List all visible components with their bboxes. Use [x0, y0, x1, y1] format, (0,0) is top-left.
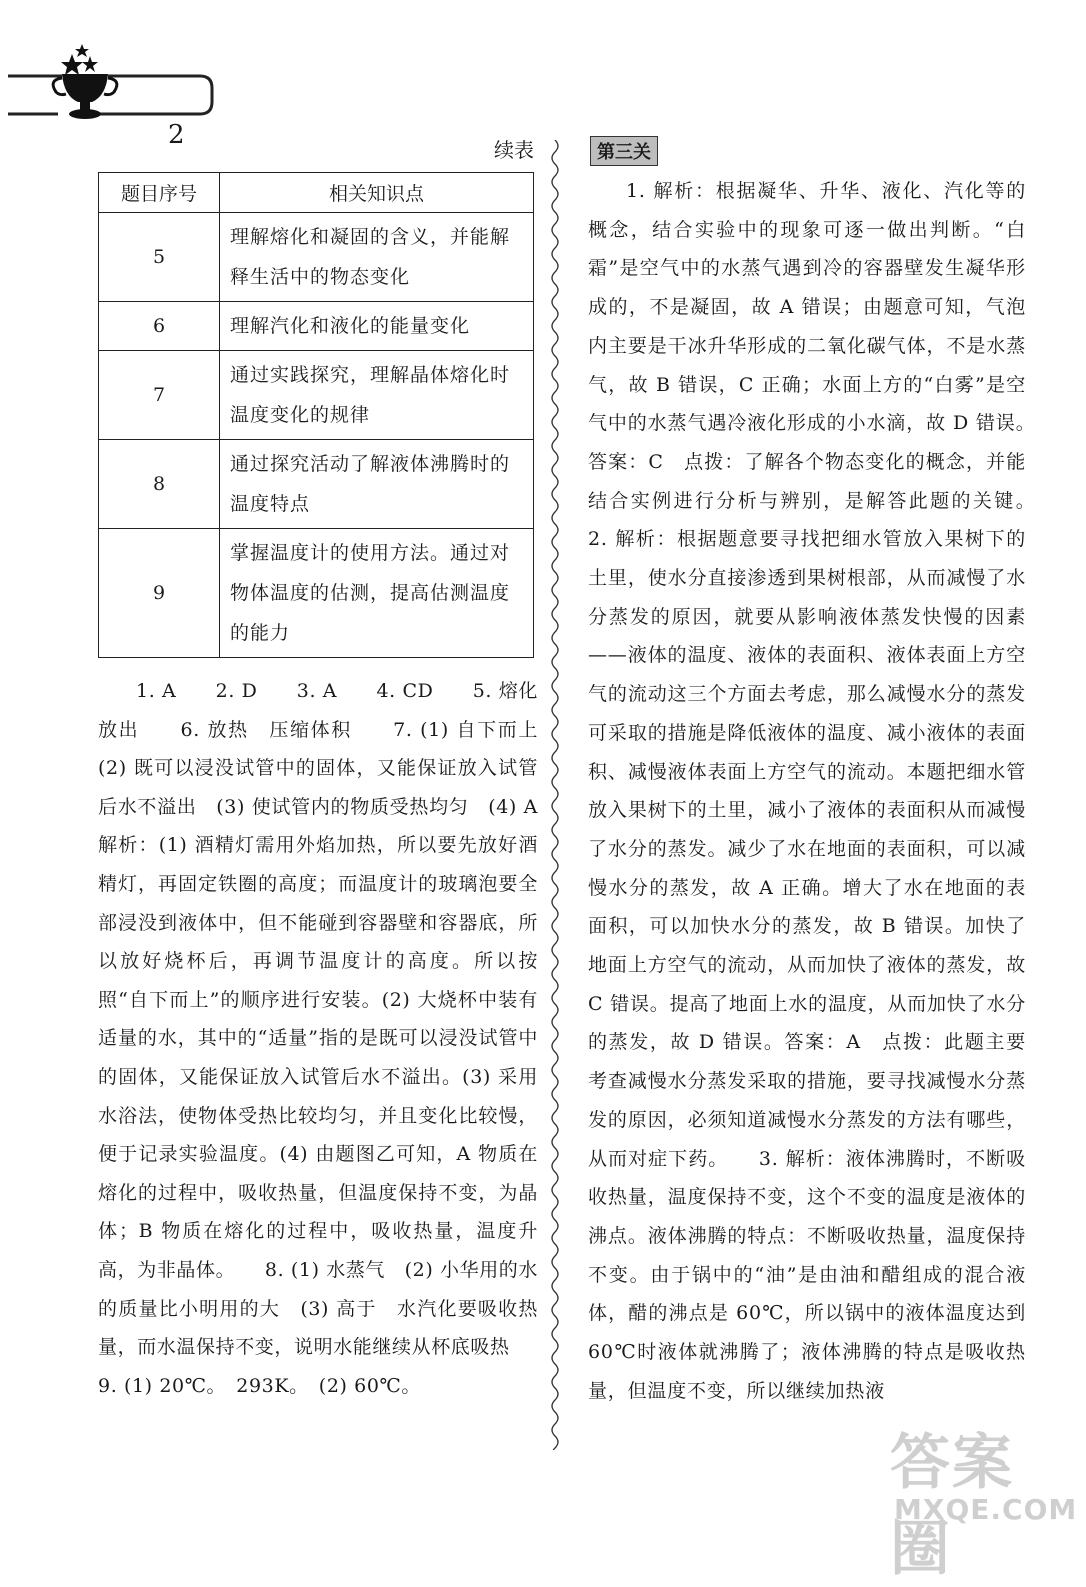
row-knowledge: 理解熔化和凝固的含义，并能解释生活中的物态变化 — [220, 213, 534, 302]
table-row — [99, 213, 534, 302]
row-number: 5 — [99, 213, 220, 302]
left-column — [98, 132, 578, 1405]
column-divider — [545, 140, 565, 1450]
table-row — [99, 302, 534, 351]
row-knowledge: 通过探究活动了解液体沸腾时的温度特点 — [220, 440, 534, 529]
column-header-knowledge: 相关知识点 — [220, 173, 534, 213]
row-knowledge: 理解汽化和液化的能量变化 — [220, 302, 534, 351]
table-row — [99, 440, 534, 529]
answers-paragraph: 1. A 2. D 3. A 4. CD 5. 熔化放出 6. 放热 压缩体积 7. (1) 自下而上 (2) 既可以浸没试管中的固体，又能保证放入试管后水不溢出 (3) 使试管内的物质受热均匀 (4) A 解析：(1) 酒精灯需用外焰加热，所以要先放好酒精灯，再固定铁圈的高度；而温度计的玻璃泡要全部浸没到液体中，但不能碰到容器壁和容器底，所以放好烧杯后，再调节温度计的高度。所以按照“自下而上”的顺序进行安装。(2) 大烧杯中装有适量的水，其中的“适量”指的是既可以浸没试管中的固体，又能保证放入试管后水不溢出。(3) 采用水浴法，使物体受热比较均匀，并且变化比较慢，便于记录实验温度。(4) 由题图乙可知，A 物质在熔化的过程中，吸收热量，但温度保持不变，为晶体；B 物质在熔化的过程中，吸收热量，温度升高，为非晶体。 8. (1) 水蒸气 (2) 小华用的水的质量比小明用的大 (3) 高于 水汽化要吸收热量，而水温保持不变，说明水能继续从杯底吸热 — [98, 680, 578, 1359]
table-continued-label: 续表 — [494, 138, 534, 162]
row-number: 9 — [99, 529, 220, 658]
answers-paragraph-9: 9. (1) 20℃。 293K。 (2) 60℃。 — [98, 1374, 421, 1397]
row-number: 7 — [99, 351, 220, 440]
watermark-logo — [890, 1415, 1078, 1584]
row-knowledge: 掌握温度计的使用方法。通过对物体温度的估测，提高估测温度的能力 — [220, 529, 534, 658]
table-row — [99, 351, 534, 440]
section-badge: 第三关 — [590, 136, 658, 166]
answers-text — [98, 672, 578, 1405]
section-text: 1. 解析：根据凝华、升华、液化、汽化等的概念，结合实验中的现象可逐一做出判断。“白霜”是空气中的水蒸气遇到冷的容器壁发生凝华形成的，不是凝固，故 A 错误；由题意可知，气泡内主要是干冰升华形成的二氧化碳气体，不是水蒸气，故 B 错误，C 正确；水面上方的“白雾”是空气中的水蒸气遇冷液化形成的小水滴，故 D 错误。 答案：C 点拨：了解各个物态变化的概念，并能结合实例进行分析与辨别，是解答此题的关键。 2. 解析：根据题意要寻找把细水管放入果树下的土里，使水分直接渗透到果树根部，从而减慢了水分蒸发的原因，就要从影响液体蒸发快慢的因素——液体的温度、液体的表面积、液体表面上方空气的流动这三个方面去考虑，那么减慢水分的蒸发可采取的措施是降低液体的温度、减小液体的表面积、减慢液体表面上方空气的流动。本题把细水管放入果树下的土里，减小了液体的表面积从而减慢了水分的蒸发。减少了水在地面的表面积，可以减慢水分的蒸发，故 A 正确。增大了水在地面的表面积，可以加快水分的蒸发，故 B 错误。加快了地面上方空气的流动，从而加快了液体的蒸发，故 C 错误。提高了地面上水的温度，从而加快了水分的蒸发，故 D 错误。答案：A 点拨：此题主要考查减慢水分蒸发采取的措施，要寻找减慢水分蒸发的原因，必须知道减慢水分蒸发的方法有哪些，从而对症下药。 3. 解析：液体沸腾时，不断吸收热量，温度保持不变，这个不变的温度是液体的沸点。液体沸腾的特点：不断吸收热量，温度保持不变。由于锅中的“油”是由油和醋组成的混合液体，醋的沸点是 60℃，所以锅中的液体温度达到 60℃时液体就沸腾了；液体沸腾的特点是吸收热量，但温度不变，所以继续加热液 — [588, 180, 1066, 1402]
row-number: 6 — [99, 302, 220, 351]
right-column — [588, 136, 1066, 1411]
row-knowledge: 通过实践探究，理解晶体熔化时温度变化的规律 — [220, 351, 534, 440]
table-row — [99, 529, 534, 658]
watermark-cn: 答案圈 — [890, 1428, 1014, 1584]
page-number: 2 — [168, 120, 185, 150]
row-number: 8 — [99, 440, 220, 529]
page-header — [0, 40, 230, 150]
knowledge-table — [98, 172, 534, 658]
trophy-icon — [0, 40, 230, 130]
table-header-row — [99, 173, 534, 213]
watermark-en: MXQE.COM — [894, 1493, 1078, 1526]
column-header-number: 题目序号 — [99, 173, 220, 213]
